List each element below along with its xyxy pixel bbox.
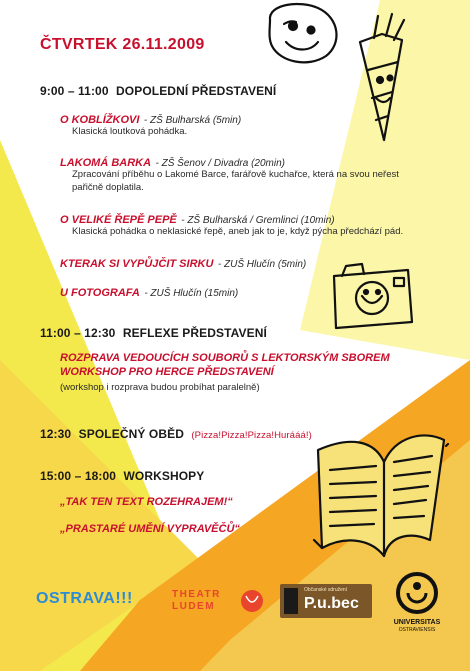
section-time: 12:30 (40, 427, 72, 441)
performance-source: ZŠ Šenov / Divadra (20min) (161, 158, 285, 169)
pubec-subtitle: Občanské sdružení (304, 587, 348, 593)
performance-source: ZUŠ Hlučín (5min) (223, 259, 307, 270)
performance-title: O KOBLÍŽKOVI (60, 114, 140, 126)
performance-title: KTERAK SI VYPŮJČIT SIRKU (60, 258, 214, 270)
section-title: WORKSHOPY (123, 469, 205, 483)
workshop-item: „TAK TEN TEXT ROZEHRAJEM!“ (60, 496, 233, 508)
theatr-ludem-text: THEATR LUDEM (172, 589, 221, 612)
reflexe-line: ROZPRAVA VEDOUCÍCH SOUBORŮ S LEKTORSKÝM SBOREM (60, 352, 390, 364)
section-time: 11:00 – 12:30 (40, 326, 116, 340)
performance-title: U FOTOGRAFA (60, 287, 140, 299)
reflexe-line: WORKSHOP PRO HERCE PŘEDSTAVENÍ (60, 366, 274, 378)
performance-title: O VELIKÉ ŘEPĚ PEPĚ (60, 214, 177, 226)
pubec-name: P.u.bec (304, 595, 359, 612)
workshop-item: „PRASTARÉ UMĚNÍ VYPRAVĚČŮ“ (60, 523, 240, 535)
section-title: REFLEXE PŘEDSTAVENÍ (122, 326, 267, 340)
performance-source: ZUŠ Hlučín (15min) (150, 288, 239, 299)
performance-desc: pařičně doplatila. (72, 182, 144, 193)
section-title: SPOLEČNÝ OBĚD (78, 427, 184, 441)
performance-desc: Zpracování příběhu o Lakomé Barce, farářově kuchařce, která na svou neřest (72, 169, 399, 180)
performance-item: U FOTOGRAFA - ZUŠ Hlučín (15min) (60, 287, 239, 299)
university-city: OSTRAVIENSIS (398, 627, 436, 633)
pubec-logo (280, 584, 372, 618)
section-note: (Pizza!Pizza!Pizza!Hurááá!) (191, 430, 312, 441)
section-time: 9:00 – 11:00 (40, 84, 109, 98)
performance-source: ZŠ Bulharská (5min) (150, 115, 242, 126)
section-time: 15:00 – 18:00 (40, 469, 117, 483)
performance-source: ZŠ Bulharská / Gremlinci (10min) (187, 215, 335, 226)
theatr-ludem-logo (170, 586, 264, 616)
performance-desc: Klasická pohádka o neklasické řepě, aneb jak to je, když pýcha předchází pád. (72, 226, 404, 237)
performance-item: LAKOMÁ BARKA - ZŠ Šenov / Divadra (20min) (60, 157, 285, 169)
university-name: UNIVERSITAS (393, 619, 441, 626)
section-title: DOPOLEDNÍ PŘEDSTAVENÍ (116, 84, 277, 98)
page-date: ČTVRTEK 26.11.2009 (40, 36, 205, 53)
pubec-mark (284, 588, 298, 614)
university-emblem (388, 572, 446, 614)
performance-title: LAKOMÁ BARKA (60, 157, 152, 169)
reflexe-note: (workshop i rozprava budou probíhat paralelně) (60, 382, 260, 393)
performance-desc: Klasická loutková pohádka. (72, 126, 188, 137)
university-logo (388, 572, 446, 638)
performance-item: O VELIKÉ ŘEPĚ PEPĚ - ZŠ Bulharská / Gremlinci (10min) (60, 214, 335, 226)
ostrava-logo: OSTRAVA!!! (36, 590, 133, 607)
performance-item: O KOBLÍŽKOVI - ZŠ Bulharská (5min) (60, 114, 242, 126)
performance-item: KTERAK SI VYPŮJČIT SIRKU - ZUŠ Hlučín (5min) (60, 258, 307, 270)
